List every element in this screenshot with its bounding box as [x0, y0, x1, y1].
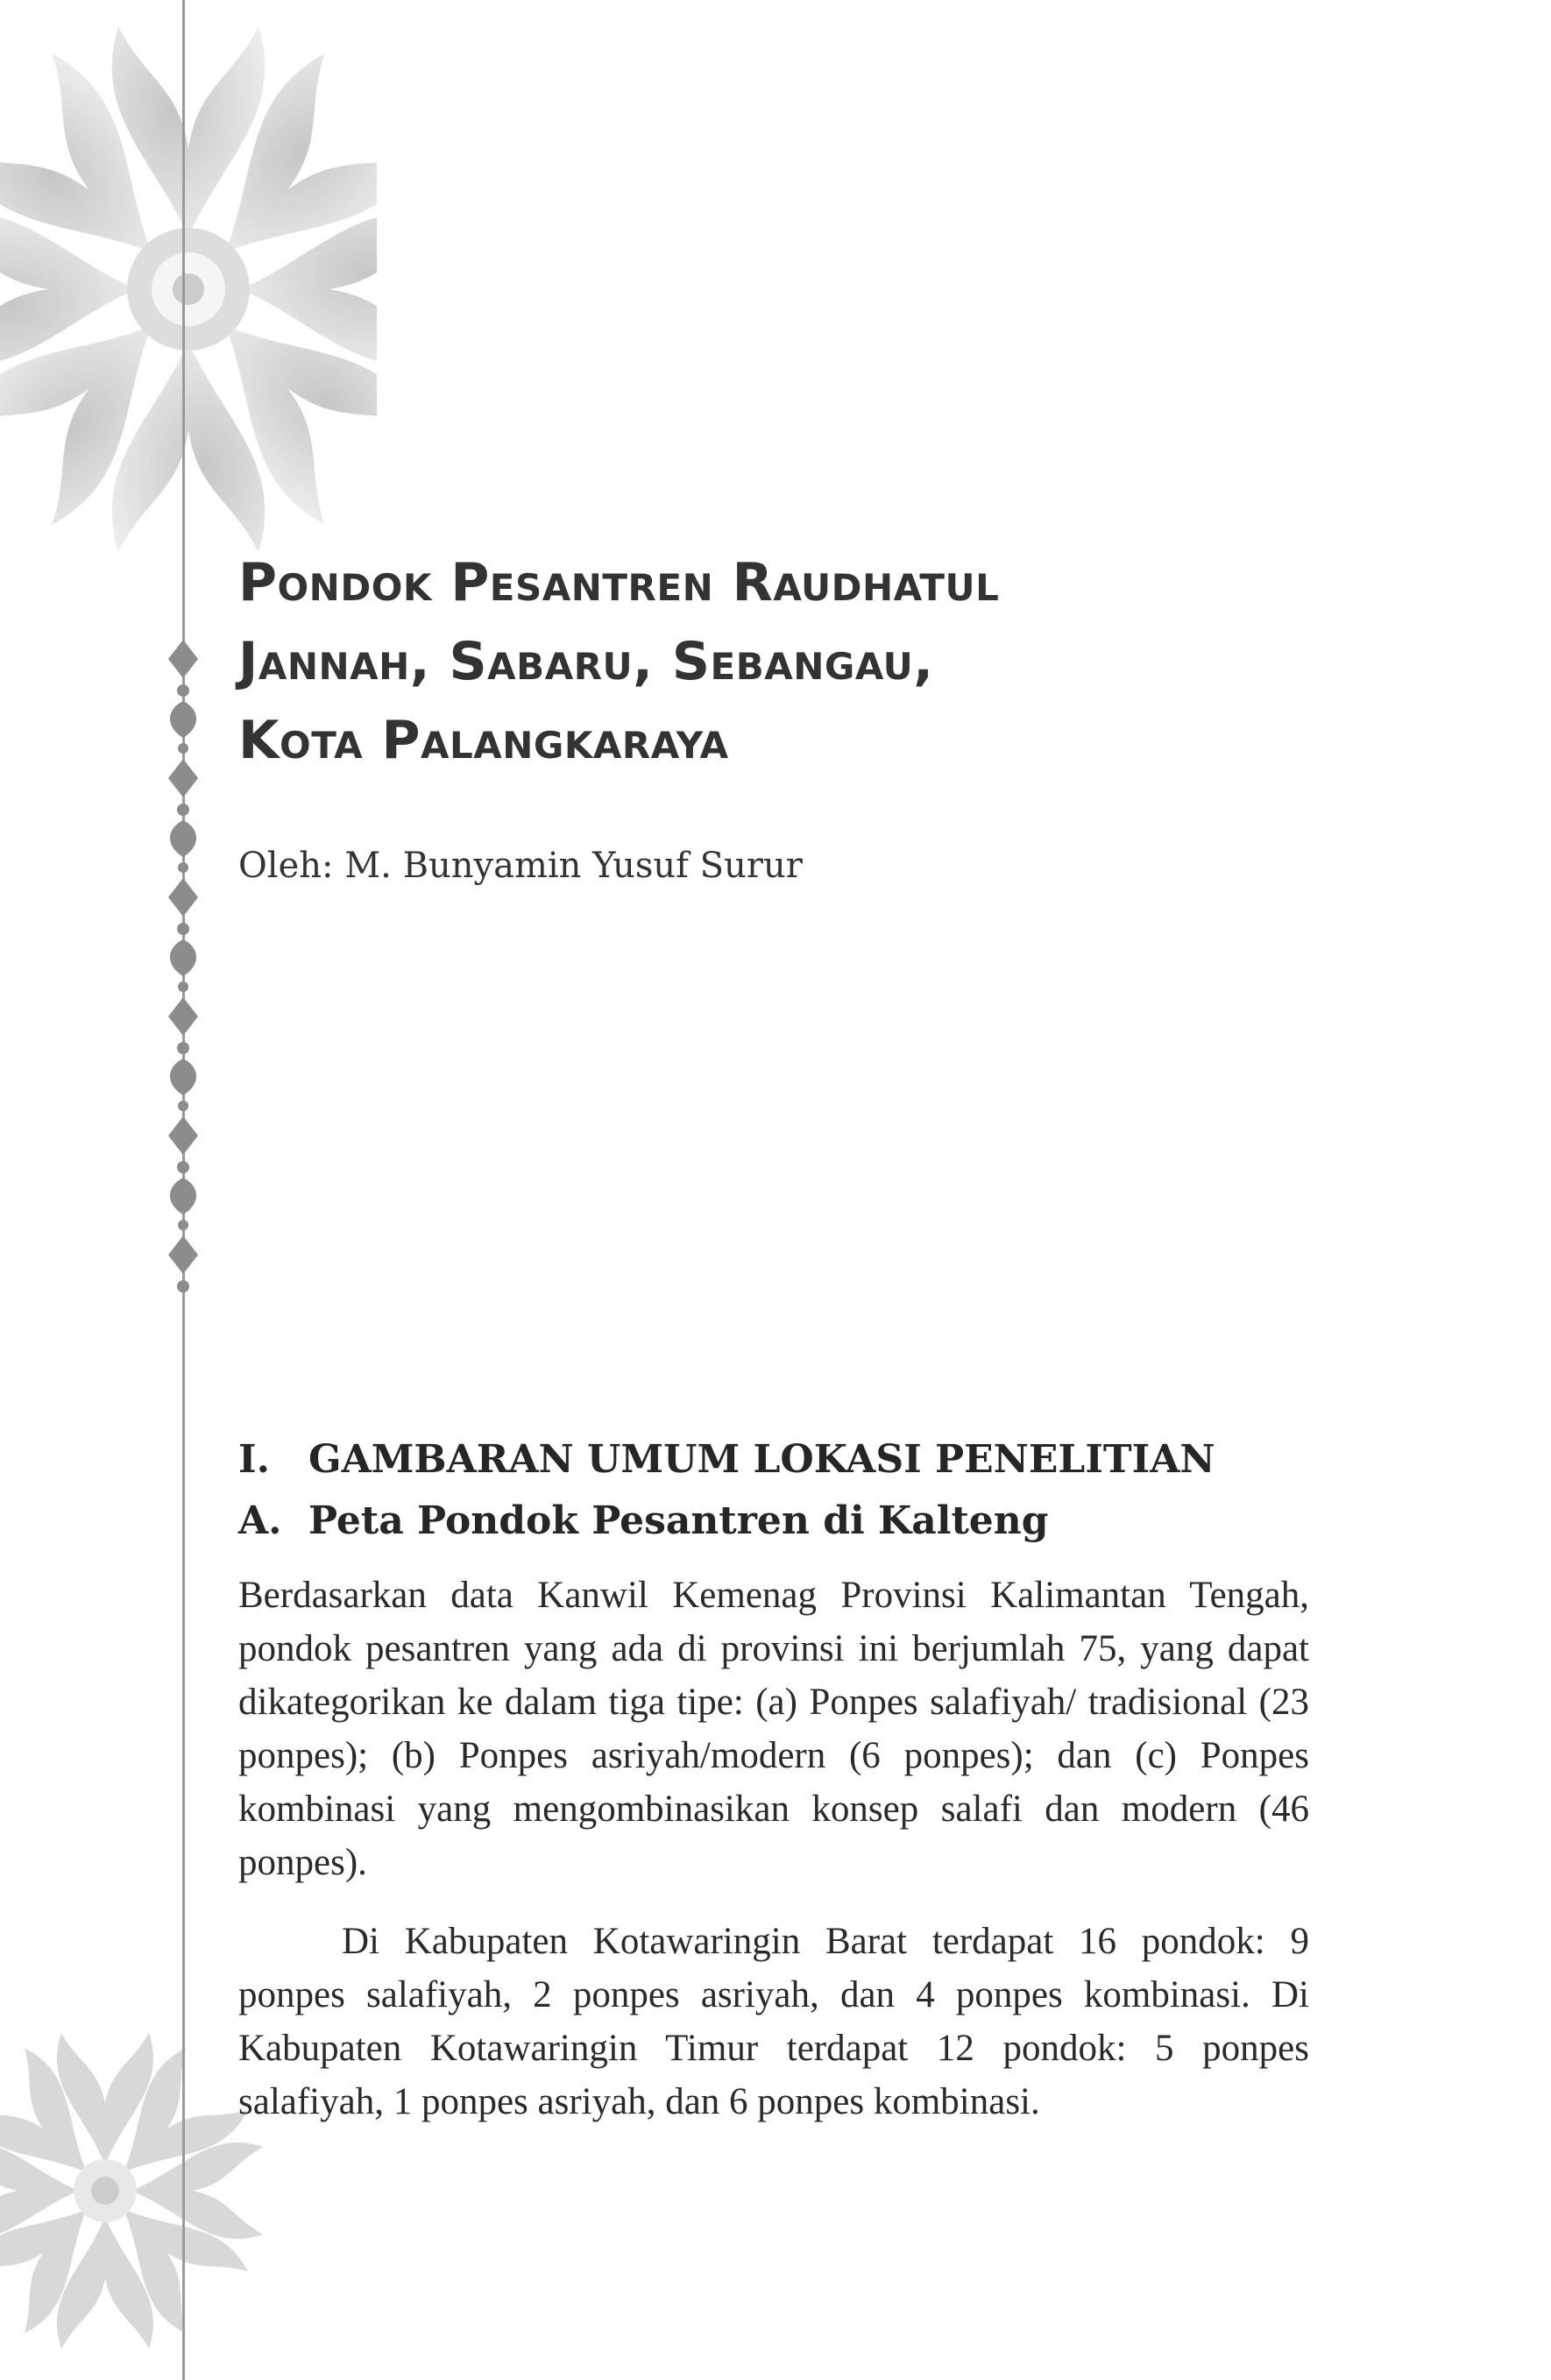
author-byline: Oleh: M. Bunyamin Yusuf Surur: [238, 846, 803, 886]
floral-mandala-ornament-icon: [0, 0, 377, 596]
floral-mandala-ornament-icon: [0, 2015, 263, 2380]
chapter-title-line-2: Jannah, Sabaru, Sebangau,: [238, 631, 934, 692]
chapter-title-line-3: Kota Palangkaraya: [238, 710, 729, 771]
chapter-title: [238, 543, 1307, 780]
section-title: GAMBARAN UMUM LOKASI PENELITIAN: [308, 1437, 1215, 1482]
section-number: I.: [238, 1437, 270, 1482]
subsection-number: A.: [238, 1498, 282, 1543]
vine-border-ornament-icon: [152, 640, 214, 1306]
body-paragraph: Di Kabupaten Kotawaringin Barat terdapat 16 pondok: 9 ponpes salafiyah, 2 ponpes asriyah, dan 4 ponpes kombinasi. Di Kabupaten Kotawaringin Timur terdapat 12 pondok: 5 ponpes salafiyah, 1 ponpes asriyah, dan 6 ponpes kombinasi.: [238, 1921, 1309, 2122]
subsection-heading: [238, 1498, 1049, 1543]
subsection-title: Peta Pondok Pesantren di Kalteng: [308, 1498, 1049, 1543]
chapter-title-line-1: Pondok Pesantren Raudhatul: [238, 552, 1000, 613]
body-paragraph: Berdasarkan data Kanwil Kemenag Provinsi Kalimantan Tengah, pondok pesantren yang ada di provinsi ini berjumlah 75, yang dapat dikategorikan ke dalam tiga tipe: (a) Ponpes salafiyah/ tradisional (23 ponpes); (b) Ponpes asriyah/modern (6 ponpes); dan (c) Ponpes kombinasi yang mengombinasikan konsep salafi dan modern (46 ponpes).: [238, 1575, 1309, 1883]
section-heading: [238, 1437, 1215, 1482]
